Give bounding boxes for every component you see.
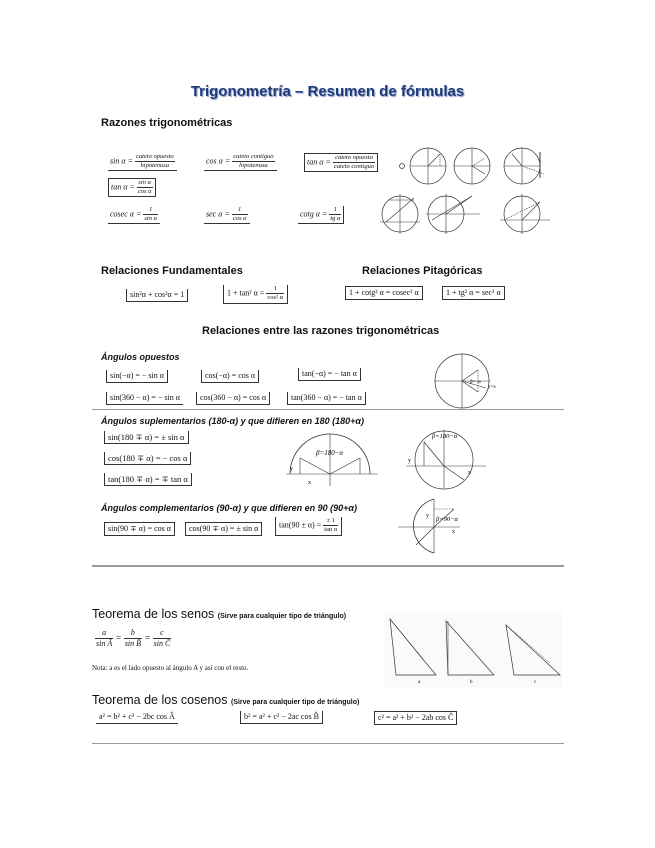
section-heading-relaciones-entre: Relaciones entre las razones trigonométricas <box>202 325 440 337</box>
formula-tan: tan α = $\frac{\text{cateto opuesto}}{\text{cateto contiguo}}$ <box>304 153 378 172</box>
section-heading-fundamentales: Relaciones Fundamentales <box>101 265 243 277</box>
formula-cotg: cotg α = $\frac{1}{\text{tg α}}$ <box>298 206 344 224</box>
formula-suplementario-2: cos(180 ∓ α) = − cos α <box>104 452 191 465</box>
formula-complementario-1: sin(90 ∓ α) = cos α <box>104 522 175 536</box>
tri-label-c: c <box>534 680 537 685</box>
formula-coseno-2: b² = a² + c² − 2ac cos B̂ <box>240 711 323 724</box>
subheading-suplementarios: Ángulos suplementarios (180-α) y que difieren en 180 (180+α) <box>101 416 364 426</box>
formula-opuesto-5: cos(360 − α) = cos α <box>196 392 270 405</box>
suplementario-figure-1 <box>284 430 380 490</box>
page-title: Trigonometría – Resumen de fórmulas <box>190 83 465 100</box>
supl2-x-label: x <box>468 470 471 476</box>
comp-beta-label: β=90−α <box>436 516 458 523</box>
formula-cos: cos α = $\frac{\text{cateto contiguo}}{\text{hipotenusa}}$ <box>204 153 277 171</box>
subheading-opuestos: Ángulos opuestos <box>101 352 180 362</box>
formula-opuesto-4: sin(360 − α) = − sin α <box>106 392 183 405</box>
unit-circle-figure-4 <box>378 192 422 236</box>
formula-complementario-3: tan(90 ± α) = $\frac{\pm 1}{\text{tan α}}$ <box>275 517 342 536</box>
complementario-figure <box>394 497 464 555</box>
formula-opuesto-2: cos(−α) = cos α <box>201 370 259 383</box>
divider <box>92 409 564 410</box>
supl-x-label: x <box>308 480 311 486</box>
formula-cosec: cosec α = $\frac{1}{\text{sin α}}$ <box>108 206 160 224</box>
supl-beta-label: β=180−α <box>316 449 344 457</box>
formula-senos: $\frac{a}{\text{sin Â}}$ = $\frac{b}{\text{sin B̂}}$ = $\frac{c}{\text{sin Ĉ}}$ <box>96 628 171 648</box>
formula-pitagorica-1: 1 + cotg² α = cosec² α <box>345 286 423 300</box>
suplementario-figure-2 <box>402 428 488 490</box>
subheading-complementarios: Ángulos complementarios (90-α) y que difieren en 90 (90+α) <box>101 503 357 513</box>
formula-complementario-2: cos(90 ∓ α) = ± sin α <box>185 522 262 536</box>
formula-suplementario-3: tan(180 ∓ α) = ∓ tan α <box>104 473 192 486</box>
opp-yx-label: y=x <box>488 385 496 390</box>
formula-tan-sin-cos: tan α = $\frac{\text{sin α}}{\text{cos α}}$ <box>108 178 156 197</box>
unit-circle-figure-5 <box>422 192 482 236</box>
supl2-y-label: y <box>408 458 411 464</box>
formula-coseno-1: a² = b² + c² − 2bc cos Â <box>96 711 178 724</box>
formula-pitagorica-2: 1 + tg² α = sec² α <box>442 286 505 300</box>
comp-y-label: y <box>426 513 429 519</box>
section-heading-senos: Teorema de los senos (Sirve para cualquier tipo de triángulo) <box>92 607 347 621</box>
section-heading-cosenos: Teorema de los cosenos (Sirve para cualquier tipo de triángulo) <box>92 693 360 707</box>
formula-fundamental-2: 1 + tan² α = $\frac{1}{\text{cos² α}}$ <box>223 285 288 304</box>
unit-circle-opuestos-figure <box>430 352 506 410</box>
formula-sec: sec α = $\frac{1}{\text{cos α}}$ <box>204 206 250 224</box>
tri-label-b: b <box>470 680 473 685</box>
comp-x-label: x <box>452 529 455 535</box>
formula-fundamental-1: sin²α + cos²α = 1 <box>126 289 188 302</box>
senos-note: Nota: a es el lado opuesto al ángulo A y así con el resto. <box>92 664 249 672</box>
section-heading-razones: Razones trigonométricas <box>101 117 233 129</box>
triangles-figure <box>384 611 562 687</box>
unit-circle-figure-6 <box>496 192 552 236</box>
supl-y-label: y <box>290 466 293 472</box>
opp-beta-label: β=−α <box>470 380 481 385</box>
divider <box>92 743 564 744</box>
formula-coseno-3: c² = a² + b² − 2ab cos Ĉ <box>374 711 457 725</box>
formula-opuesto-1: sin(−α) = − sin α <box>106 370 168 383</box>
section-heading-pitagoricas: Relaciones Pitagóricas <box>362 265 483 277</box>
unit-circle-figure-3 <box>500 146 550 186</box>
formula-opuesto-6: tan(360 − α) = − tan α <box>287 392 366 405</box>
formula-opuesto-3: tan(−α) = − tan α <box>298 368 361 381</box>
unit-circle-figure-1 <box>396 146 452 186</box>
unit-circle-figure-2 <box>452 146 494 186</box>
formula-suplementario-1: sin(180 ∓ α) = ± sin α <box>104 431 189 444</box>
formula-sin: sin α = $\frac{\text{cateto opuesto}}{\text{hipotenusa}}$ <box>108 153 177 171</box>
tri-label-a: a <box>418 680 421 685</box>
supl2-beta-label: β=180−α <box>432 433 458 440</box>
divider <box>92 565 564 567</box>
